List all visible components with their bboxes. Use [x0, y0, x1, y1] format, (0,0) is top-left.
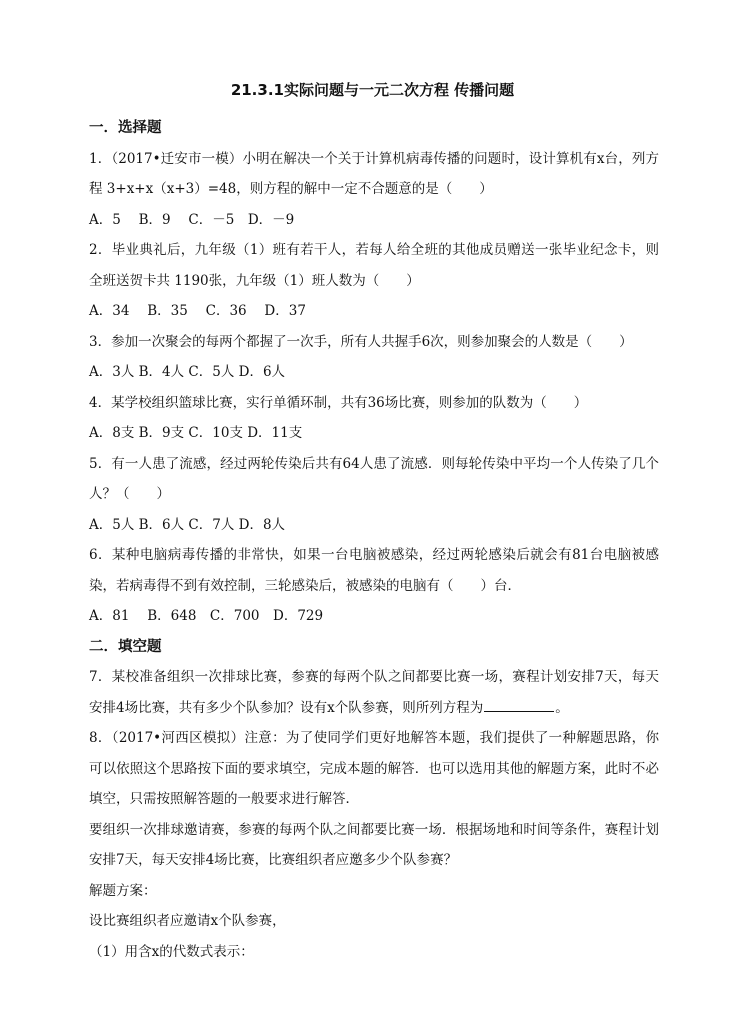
question-2-text: 2．毕业典礼后，九年级（1）班有若干人，若每人给全班的其他成员赠送一张毕业纪念卡，则全班送贺卡共 1190张，九年级（1）班人数为（ ） — [89, 242, 659, 289]
page-title: 21.3.1实际问题与一元二次方程 传播问题 — [230, 81, 515, 99]
question-5-text: 5．有一人患了流感，经过两轮传染后共有64人患了流感．则每轮传染中平均一个人传染了几个人？（ ） — [89, 455, 659, 502]
question-7-text: 7．某校准备组织一次排球比赛，参赛的每两个队之间都要比赛一场，赛程计划安排7天，每天安排4场比赛，共有多少个队参加？设有x个队参赛，则所列方程为 — [89, 669, 659, 716]
question-4-options: A．8支 B．9支 C．10支 D．11支 — [89, 425, 303, 441]
question-1-options: A．5 B．9 C．－5 D．－9 — [89, 211, 295, 228]
answer-blank[interactable] — [484, 697, 554, 712]
document-body — [89, 113, 659, 967]
question-7 — [89, 662, 659, 723]
question-8-step1: （1）用含x的代数式表示： — [89, 943, 254, 960]
question-8-problem: 要组织一次排球邀请赛，参赛的每两个队之间都要比赛一场．根据场地和时间等条件，赛程计划安排7天，每天安排4场比赛，比赛组织者应邀多少个队参赛？ — [89, 821, 659, 868]
section-heading-fill: 二．填空题 — [89, 638, 162, 655]
question-8-intro: 8．（2017•河西区模拟）注意：为了使同学们更好地解答本题，我们提供了一种解题思路，你可以依照这个思路按下面的要求填空，完成本题的解答．也可以选用其他的解题方案，此时不必填空，只需按照解答题的一般要求进行解答． — [89, 730, 659, 807]
question-4-text: 4．某学校组织篮球比赛，实行单循环制，共有36场比赛，则参加的队数为（ ） — [89, 394, 588, 411]
question-1-text: 1．（2017•迁安市一模）小明在解决一个关于计算机病毒传播的问题时，设计算机有x台，列方程 3+x+x（x+3）=48，则方程的解中一定不合题意的是（ ） — [89, 150, 659, 197]
question-6-options: A．81 B．648 C．700 D．729 — [89, 608, 324, 624]
section-heading-choice: 一．选择题 — [89, 120, 162, 136]
question-2-options: A．34 B．35 C．36 D．37 — [89, 303, 306, 319]
question-7-end: 。 — [555, 699, 569, 716]
question-5-options: A．5人 B．6人 C．7人 D．8人 — [89, 516, 286, 533]
question-8-setup: 设比赛组织者应邀请x个队参赛， — [89, 913, 286, 929]
question-3-text: 3．参加一次聚会的每两个都握了一次手，所有人共握手6次，则参加聚会的人数是（ ） — [89, 333, 633, 350]
question-6-text: 6．某种电脑病毒传播的非常快，如果一台电脑被感染，经过两轮感染后就会有81台电脑被感染，若病毒得不到有效控制，三轮感染后，被感染的电脑有（ ）台． — [89, 547, 659, 594]
question-8-plan-label: 解题方案： — [89, 882, 157, 899]
question-3-options: A．3人 B．4人 C．5人 D．6人 — [89, 364, 286, 380]
